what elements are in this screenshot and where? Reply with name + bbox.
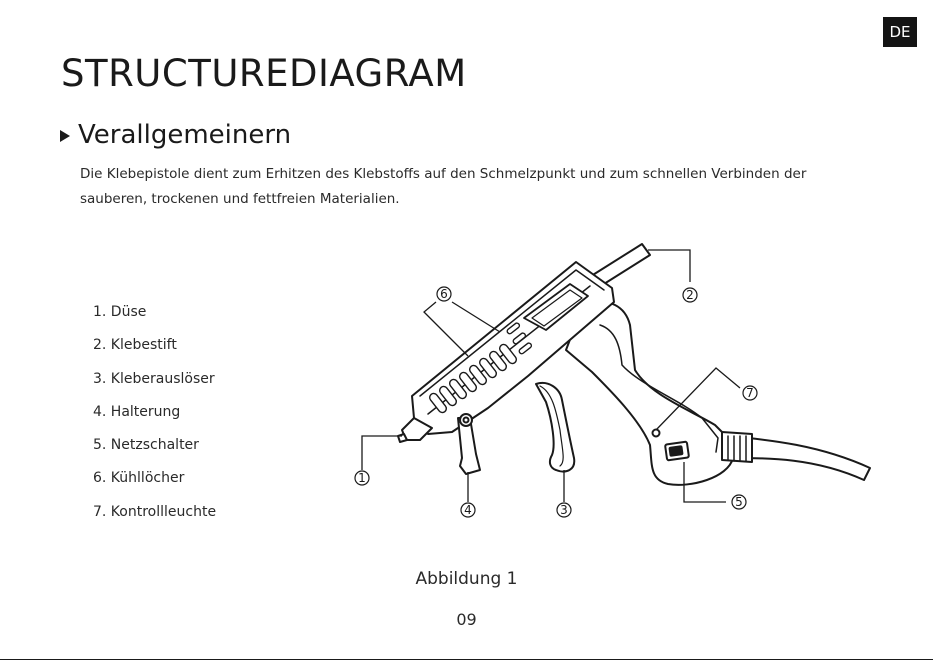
page-title: STRUCTUREDIAGRAM <box>61 52 467 95</box>
bottom-rule <box>0 659 933 660</box>
svg-text:1: 1 <box>358 471 366 485</box>
callout-7 <box>743 386 757 400</box>
grip-illustration <box>566 300 733 485</box>
page-number: 09 <box>456 610 477 629</box>
svg-text:7: 7 <box>746 386 754 400</box>
callout-6 <box>437 287 451 301</box>
indicator-light-illustration <box>653 430 660 437</box>
part-item-stand: 4. Halterung <box>93 403 181 420</box>
svg-text:5: 5 <box>735 495 743 509</box>
svg-text:4: 4 <box>464 503 472 517</box>
trigger-illustration <box>536 383 574 472</box>
leader-2 <box>648 250 690 282</box>
callout-4 <box>461 503 475 517</box>
callout-1 <box>355 471 369 485</box>
svg-text:6: 6 <box>440 287 448 301</box>
part-item-glue-stick: 2. Klebestift <box>93 337 177 354</box>
leader-6a <box>424 302 468 356</box>
section-heading-text: Verallgemeinern <box>78 120 292 150</box>
part-item-indicator-light: 7. Kontrollleuchte <box>93 503 217 520</box>
callout-3 <box>557 503 571 517</box>
leader-1 <box>362 436 402 470</box>
stand-illustration <box>458 418 480 474</box>
svg-text:2: 2 <box>686 288 694 302</box>
figure-caption: Abbildung 1 <box>415 569 518 589</box>
part-item-nozzle: 1. Düse <box>93 304 147 320</box>
part-item-trigger: 3. Kleberauslöser <box>93 370 215 387</box>
part-item-power-switch: 5. Netzschalter <box>93 437 199 454</box>
callout-5 <box>732 495 746 509</box>
svg-text:3: 3 <box>560 503 568 517</box>
language-badge: DE <box>883 17 917 47</box>
leader-6b <box>452 302 500 332</box>
part-item-cooling-holes: 6. Kühllöcher <box>93 470 185 487</box>
intro-paragraph: Die Klebepistole dient zum Erhitzen des Klebstoffs auf den Schmelzpunkt und zum schnellen Verbinden der sauberen, trockenen und fettfreien Materialien. <box>80 166 807 207</box>
callout-2 <box>683 288 697 302</box>
